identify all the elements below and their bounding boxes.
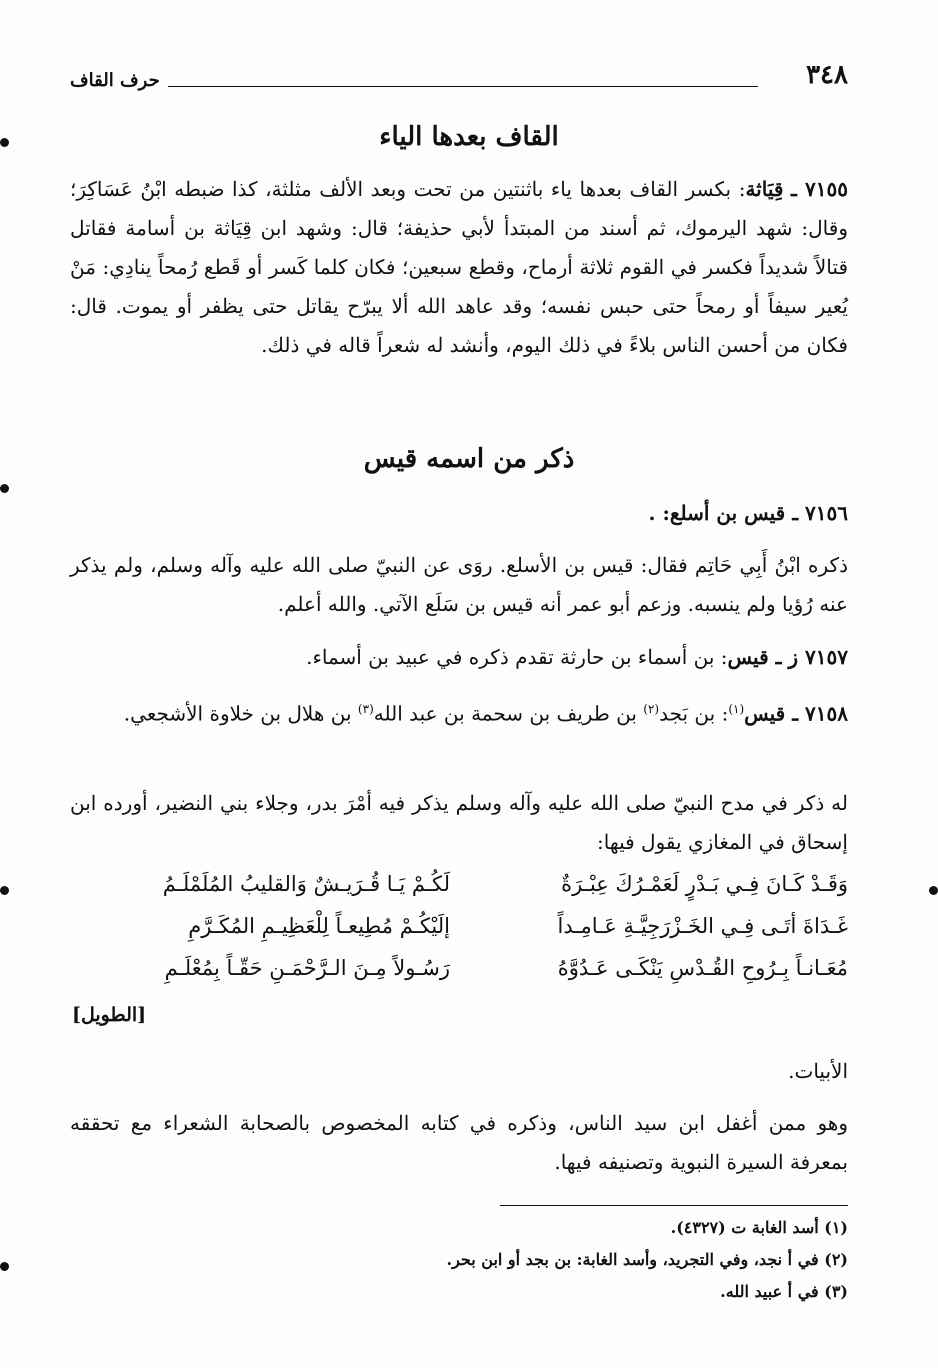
entry-7158-text-a: : بن بَجد	[659, 701, 729, 726]
entry-7155-number: ٧١٥٥ ـ	[791, 177, 849, 201]
page-number: ٣٤٨	[806, 60, 848, 90]
entry-7156-body: ذكره ابْنُ أَبِي حَاتِم فقال: قيس بن الأسلع. روَى عن النبيّ صلى الله عليه وآله وسلم، ولم يذكر عنه رُؤيا ولم ينسبه. وزعم أبو عمر أنه قيس بن سَلَع الآتي. والله أعلم.	[70, 553, 848, 616]
poem-line	[70, 956, 848, 996]
poem-line	[70, 914, 848, 954]
section-title: حرف القاف	[70, 70, 160, 91]
entry-7158	[70, 690, 848, 734]
entry-7158-title: ٧١٥٨ ـ قيس	[744, 701, 848, 726]
poem-hemistich-first: غَـدَاةَ أتَـى فِـي الخَـزْرَجِيَّـةِ عَـامِـداً	[557, 914, 848, 938]
poem-hemistich-second: لَكُـمْ يَـا قُـرَيـشٌ وَالقليبُ المُلَمْلَـمُ	[162, 872, 450, 896]
poem-meter: [الطويل]	[72, 1004, 147, 1026]
scan-mark	[929, 886, 938, 895]
entry-7155-text: : بكسر القاف بعدها ياء باثنتين من تحت وبعد الألف مثلثة، كذا ضبطه ابْنُ عَسَاكِرَ؛ وقال: شهد اليرموك، ثم أسند من المبتدأ لأبي حذيفة؛ قال: وشهد ابن قِيَاثة بن أسامة فقاتل قتالاً شديداً فكسر في القوم ثلاثة أرماح، وقطع سبعين؛ فكان كلما كَسر أو قَطع رُمحاً ينادِي: مَنْ يُعير سيفاً أو رمحاً حتى حبس نفسه؛ وقد عاهد الله ألا يبرّح يقاتل حتى يظفر أو يموت. قال: فكان من أحسن الناس بلاءً في ذلك اليوم، وأنشد له شعراً قاله في ذلك.	[70, 177, 848, 357]
poem-hemistich-second: إلَيْكُـمْ مُطِيعـاً لِلْعَظِيـمِ المُكَـرَّمِ	[188, 914, 450, 938]
scan-mark	[0, 138, 9, 147]
entry-7156-title: ٧١٥٦ ـ قيس بن أسلع: .	[648, 501, 848, 525]
poem-intro: له ذكر في مدح النبيّ صلى الله عليه وآله وسلم يذكر فيه أمْرَ بدر، وجلاء بني النضير، أورده ابن إسحاق في المغازي يقول فيها:	[70, 791, 848, 854]
header-rule	[168, 86, 758, 87]
poem-hemistich-first: وَقَـدْ كَـانَ فِـي بَـدْرٍ لَعَمْـرُكَ عِبْـرَةٌ	[561, 872, 848, 896]
scan-mark	[0, 1262, 9, 1271]
entry-7157	[70, 638, 848, 677]
entry-7155	[70, 170, 848, 365]
scan-mark	[0, 886, 9, 895]
entry-7157-text: : بن أسماء بن حارثة تقدم ذكره في عبيد بن أسماء.	[306, 645, 728, 669]
footnote-1: (١) أسد الغابة ت (٤٣٢٧).	[670, 1218, 848, 1237]
scan-mark	[0, 484, 9, 493]
footnote-2: (٢) في أ نجد، وفي التجريد، وأسد الغابة: بن بجد أو ابن بحر.	[446, 1250, 848, 1269]
heading-qays: ذكر من اسمه قيس	[363, 444, 575, 474]
entry-7155-name: قِيَاثة	[745, 177, 784, 201]
footnote-ref-3: (٣)	[357, 702, 374, 716]
footnote-ref-2: (٢)	[643, 702, 660, 716]
poem-hemistich-first: مُعَـانـاً بِـرُوحِ القُـدْسِ يَنْكَـى عَـدُوَّهُ	[557, 956, 848, 980]
poem-hemistich-second: رَسُـولاً مِـنَ الـرَّحْمَـنِ حَقّـاً بِمُعْلَـمِ	[164, 956, 450, 980]
entry-7156-title-line	[70, 494, 848, 533]
poem-line	[70, 872, 848, 912]
footnote-3: (٣) في أ عبيد الله.	[720, 1282, 848, 1301]
abyat-label: الأبيات.	[788, 1059, 848, 1083]
closing-paragraph: وهو ممن أغفل ابن سيد الناس، وذكره في كتابه المخصوص بالصحابة الشعراء مع تحققه بمعرفة السيرة النبوية وتصنيفه فيها.	[70, 1111, 848, 1174]
entry-7158-text-b: بن طريف بن سحمة بن عبد الله	[373, 701, 644, 726]
heading-qaf-ya: القاف بعدها الياء	[379, 122, 559, 152]
entry-7157-title: ٧١٥٧ ز ـ قيس	[727, 645, 848, 669]
entry-7158-text-c: بن هلال بن خلاوة الأشجعي.	[123, 701, 358, 726]
footnote-rule	[500, 1205, 848, 1206]
footnote-ref-1: (١)	[728, 702, 745, 716]
